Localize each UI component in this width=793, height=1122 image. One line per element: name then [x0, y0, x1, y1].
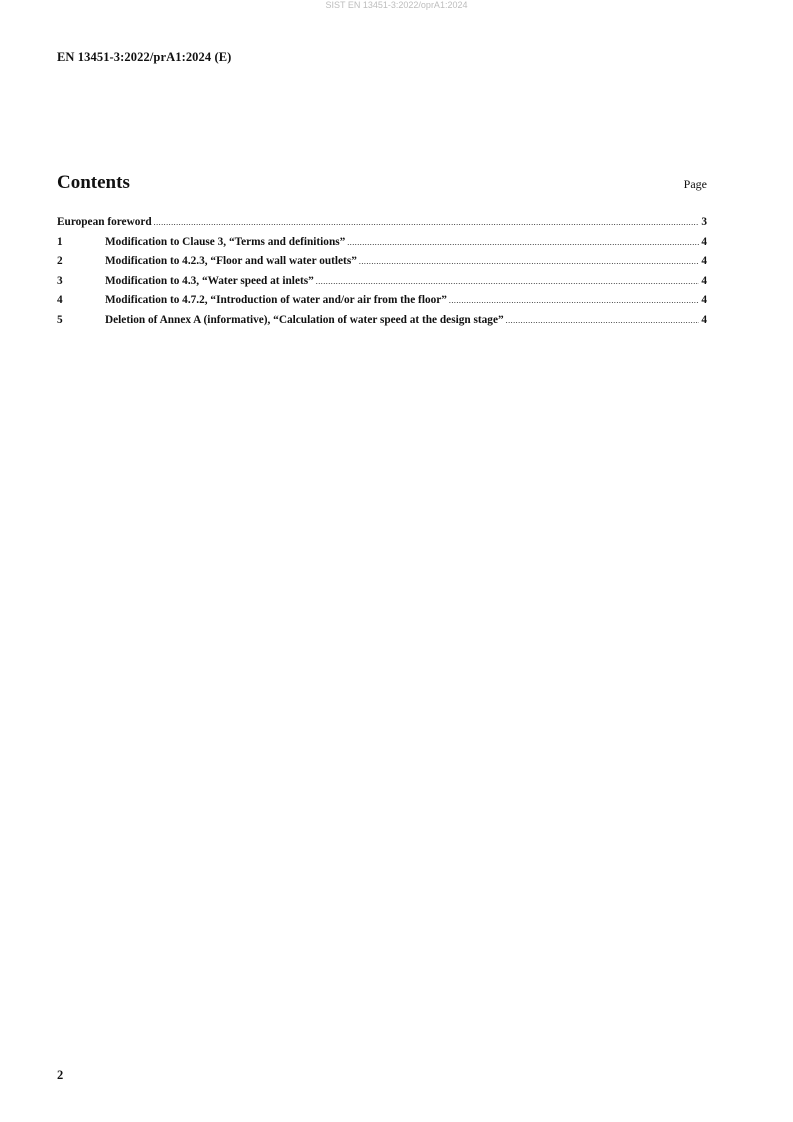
toc-entry-2[interactable] — [57, 255, 707, 275]
toc-entry-page: 4 — [701, 235, 707, 248]
contents-title: Contents — [57, 172, 130, 193]
toc-dot-leader — [316, 277, 700, 286]
table-of-contents — [57, 216, 707, 334]
page-column-label: Page — [683, 177, 707, 191]
toc-entry-label: Modification to 4.3, “Water speed at inlets” — [105, 274, 314, 287]
toc-entry-number: 2 — [57, 255, 63, 268]
toc-entry-page: 3 — [701, 216, 707, 228]
toc-entry-number: 4 — [57, 294, 63, 307]
toc-dot-leader — [359, 257, 699, 266]
contents-heading-row — [57, 172, 707, 194]
document-id-header: EN 13451-3:2022/prA1:2024 (E) — [57, 50, 232, 64]
toc-entry-label: Deletion of Annex A (informative), “Calculation of water speed at the design stage” — [105, 313, 504, 326]
toc-entry-page: 4 — [701, 294, 707, 307]
toc-entry-label: Modification to 4.7.2, “Introduction of water and/or air from the floor” — [105, 294, 447, 307]
toc-entry-3[interactable] — [57, 275, 707, 295]
toc-entry-page: 4 — [701, 313, 707, 326]
toc-entry-5[interactable] — [57, 314, 707, 334]
toc-entry-number: 1 — [57, 235, 63, 248]
toc-dot-leader — [154, 218, 700, 227]
toc-dot-leader — [449, 296, 699, 305]
toc-entry-number: 3 — [57, 274, 63, 287]
watermark: SIST EN 13451-3:2022/oprA1:2024 — [325, 0, 468, 10]
footer-page-number: 2 — [57, 1068, 64, 1082]
toc-entry-label: Modification to 4.2.3, “Floor and wall water outlets” — [105, 255, 357, 268]
toc-dot-leader — [506, 316, 700, 325]
toc-entry-label: European foreword — [57, 216, 152, 228]
toc-entry-page: 4 — [701, 274, 707, 287]
toc-entry-4[interactable] — [57, 294, 707, 314]
toc-entry-label: Modification to Clause 3, “Terms and definitions” — [105, 235, 346, 248]
toc-entry-page: 4 — [701, 255, 707, 268]
toc-entry-foreword[interactable] — [57, 216, 707, 236]
toc-dot-leader — [347, 238, 699, 247]
toc-entry-number: 5 — [57, 313, 63, 326]
toc-entry-1[interactable] — [57, 236, 707, 256]
